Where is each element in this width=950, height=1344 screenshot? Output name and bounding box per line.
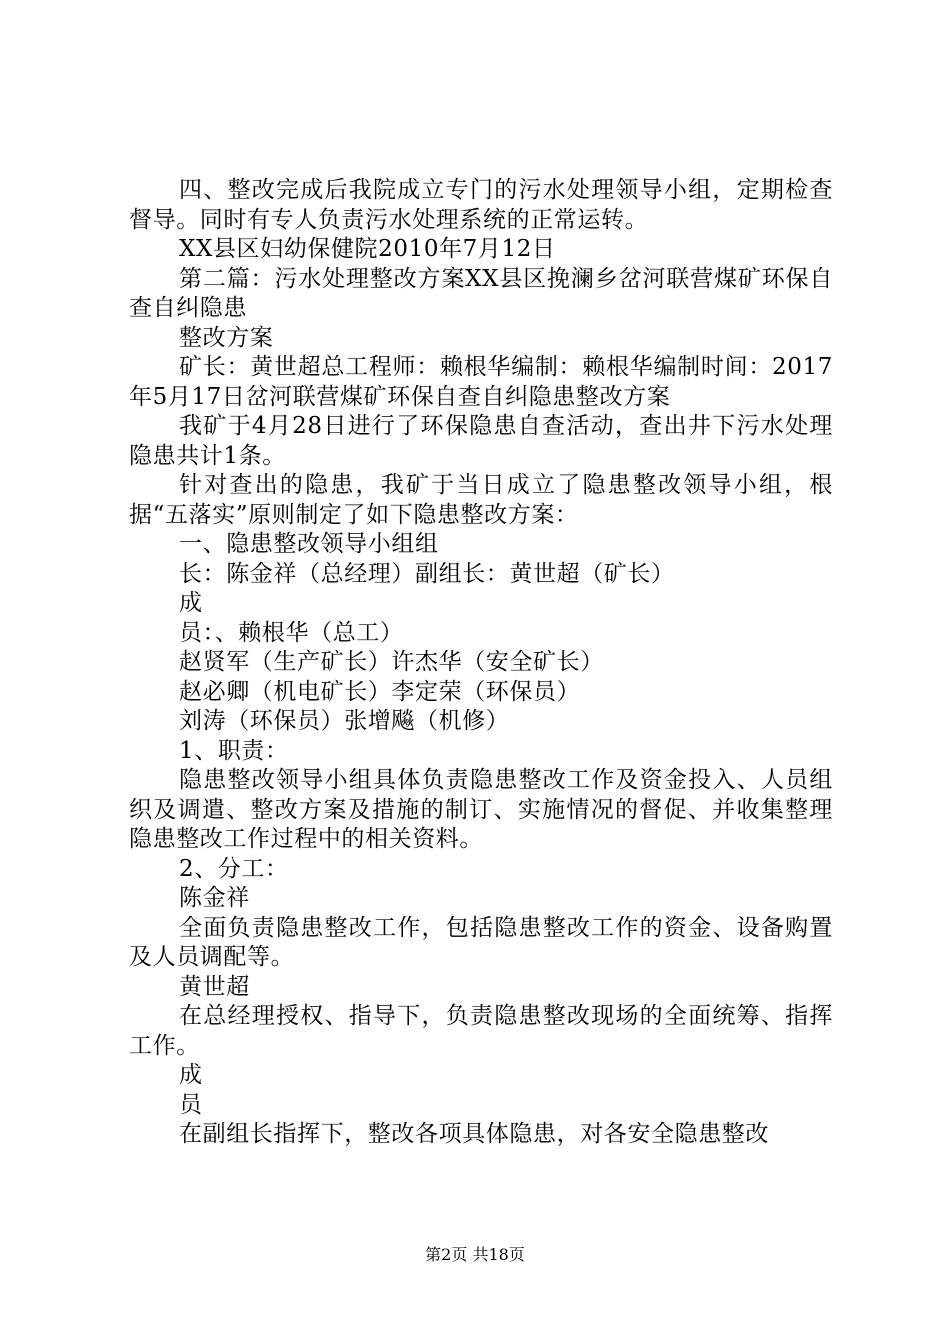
body-paragraph: 刘涛（环保员）张增飚（机修） [179,708,510,734]
body-paragraph: XX县区妇幼保健院2010年7月12日 [179,236,556,262]
document-body [129,176,833,1150]
body-paragraph: 赵贤军（生产矿长）许杰华（安全矿长） [179,649,604,675]
body-paragraph: 四、整改完成后我院成立专门的污水处理领导小组，定期检查督导。同时有专人负责污水处理系统的正常运转。 [129,177,833,233]
body-paragraph: 隐患整改领导小组具体负责隐患整改工作及资金投入、人员组织及调遣、整改方案及措施的制订、实施情况的督促、并收集整理隐患整改工作过程中的相关资料。 [129,767,833,852]
body-paragraph: 针对查出的隐患，我矿于当日成立了隐患整改领导小组，根据“五落实”原则制定了如下隐患整改方案： [129,472,833,528]
body-paragraph: 在总经理授权、指导下，负责隐患整改现场的全面统筹、指挥工作。 [129,1003,833,1059]
body-paragraph: 一、隐患整改领导小组组 [179,531,439,557]
body-paragraph: 长：陈金祥（总经理）副组长：黄世超（矿长） [179,560,675,587]
body-paragraph: 员：、赖根华（总工） [179,619,404,646]
body-paragraph: 我矿于4月28日进行了环保隐患自查活动，查出井下污水处理隐患共计1条。 [129,413,833,469]
body-paragraph: 员 [179,1091,203,1118]
body-paragraph: 整改方案 [179,324,274,351]
body-paragraph: 1、职责： [179,737,289,764]
body-paragraph: 陈金祥 [179,885,250,911]
body-paragraph: 黄世超 [179,973,250,1000]
page-footer: 第2页 共18页 [425,1245,525,1264]
body-paragraph: 2、分工： [179,855,289,882]
body-paragraph: 在副组长指挥下，整改各项具体隐患，对各安全隐患整改 [179,1121,769,1147]
body-paragraph: 第二篇：污水处理整改方案XX县区挽澜乡岔河联营煤矿环保自查自纠隐患 [129,265,833,321]
body-paragraph: 矿长：黄世超总工程师：赖根华编制：赖根华编制时间：2017年5月17日岔河联营煤矿环保自查自纠隐患整改方案 [129,354,833,410]
body-paragraph: 全面负责隐患整改工作，包括隐患整改工作的资金、设备购置及人员调配等。 [129,914,833,970]
body-paragraph: 成 [179,1062,203,1088]
body-paragraph: 成 [179,590,203,616]
body-paragraph: 赵必卿（机电矿长）李定荣（环保员） [179,678,581,705]
